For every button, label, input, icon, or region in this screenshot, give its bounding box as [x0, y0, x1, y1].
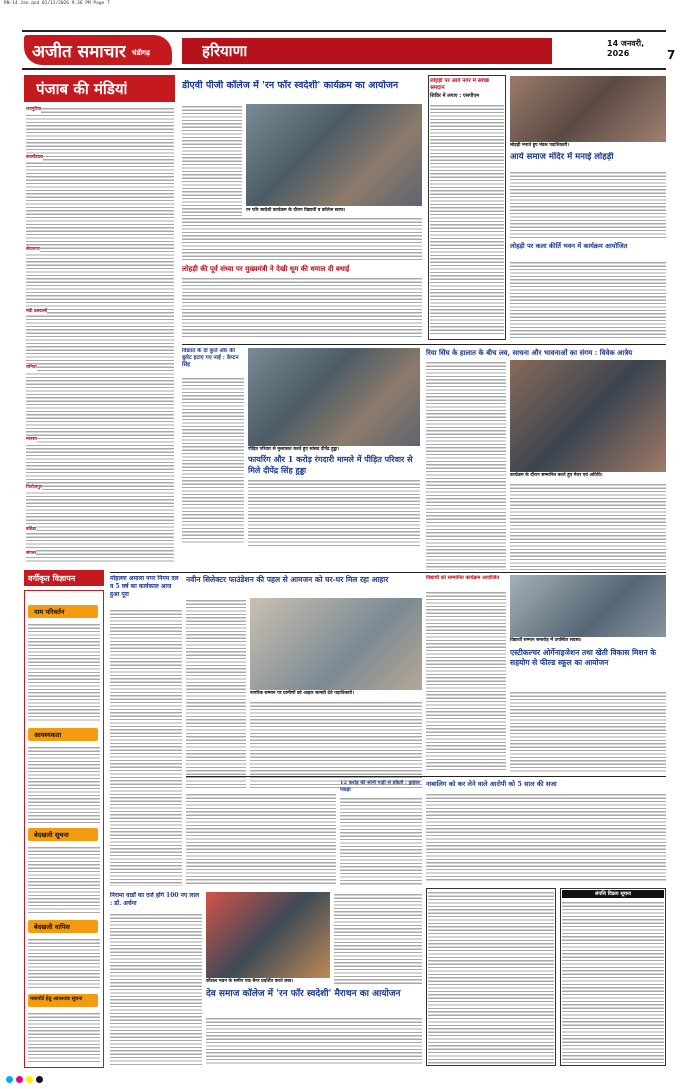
headline: विद्यार्थी को सम्मानित कार्यक्रम आयोजित — [426, 575, 500, 581]
mandi-sub: बठिंडा — [26, 527, 37, 532]
class-label: आवश्यकता — [34, 731, 62, 739]
section-title: हरियाणा — [202, 42, 248, 60]
mandi-sub: मानसा — [26, 437, 37, 442]
brand-city: चंडीगढ़ — [132, 49, 150, 57]
mandi-sub: रायपुरिया — [26, 107, 42, 112]
mandi-sub: रानियां — [26, 365, 37, 370]
headline: लोहड़ी की पूर्व संध्या पर मुख्यमंत्री ने देखी धूम की धमाल दी बधाई — [182, 264, 350, 273]
story-text — [510, 170, 666, 240]
ad-title: संपत्ति विक्रय सूचना — [562, 890, 664, 898]
class-label: बेदखली वापिस — [34, 923, 70, 931]
story-text — [340, 796, 422, 886]
dateline: शिविर में लगाए : एसपीएम — [430, 93, 480, 99]
story-photo — [510, 360, 666, 472]
ad-text — [562, 900, 664, 1064]
story-text — [510, 482, 666, 570]
classifieds-title: वर्गीकृत विज्ञापन — [28, 574, 76, 583]
mandi-sub: फिरोजपुर — [26, 485, 42, 490]
registration-mark — [16, 1076, 23, 1083]
divider — [186, 776, 666, 777]
photo-caption: पीड़ित परिवार से मुलाकात करते हुए सांसद दीपेंद्र हुड्डा। — [248, 446, 420, 453]
class-text — [28, 1011, 100, 1063]
story-text — [182, 276, 422, 338]
print-slug: RN-14 Jan.qxd 01/13/2026 9:36 PM Page 7 — [4, 1, 110, 6]
registration-mark — [26, 1076, 33, 1083]
headline: निरामा वार्डों का दर्ज होंगे 100 नए लाल : डॉ. अर्चना — [110, 892, 200, 907]
masthead — [22, 30, 676, 70]
class-label: बेदखली सूचना — [34, 831, 69, 839]
class-text — [28, 622, 100, 722]
photo-caption: विद्यार्थी सम्मान समारोह में उपस्थित सदस्य। — [510, 637, 666, 644]
page-date: 14 जनवरी, 2026 — [607, 39, 645, 58]
headline: रिया सिंघ के हालात के बीच लव, साधना और भावनाओं का संगम : विवेक आत्रेय — [426, 348, 633, 357]
headline: नाबालिग को कर लेने वाले आरोपी को 5 साल की सजा — [426, 780, 557, 788]
story-text — [426, 590, 506, 772]
story-photo — [510, 575, 666, 637]
story-photo — [510, 76, 666, 142]
story-text — [250, 700, 422, 788]
story-text — [426, 360, 506, 570]
page-number: 7 — [667, 48, 676, 62]
class-text — [28, 745, 100, 823]
story-text — [430, 103, 504, 335]
divider — [182, 344, 666, 345]
headline: नवीन सिलेक्टर फाउंडेशन की पहल से आमजन को घर-घर मिल रहा आहार — [186, 575, 389, 584]
class-text — [28, 937, 100, 989]
story-text — [182, 376, 244, 544]
story-text — [182, 104, 242, 216]
headline: आर्य समाज मंदिर में मनाई लोहड़ी — [510, 152, 614, 162]
story-photo — [206, 892, 330, 978]
story-text — [206, 1016, 422, 1066]
registration-mark — [6, 1076, 13, 1083]
registration-mark — [36, 1076, 43, 1083]
brand-name: अजीत समाचार — [32, 42, 126, 62]
mandi-title: पंजाब की मंडियां — [36, 80, 128, 98]
photo-caption: नागरिक सम्मान पर ग्रामीणों को आहार सामग्री देते पदाधिकारी। — [250, 690, 422, 697]
story-photo — [246, 104, 422, 206]
photo-caption: कौशल भवन के समीप एक बैनर प्रदर्शित करते छात्र। — [206, 978, 330, 985]
headline: एस्टीकल्चर ओर्गेनाइजेशन तथा खेती विकास मिशन के सहयोग से फील्ड स्कूल का आयोजन — [510, 648, 657, 667]
mandi-subheads — [26, 106, 174, 562]
headline: 12 करोड़ की सोनी गाड़ी से डकैती : ड्राईवर पकड़ा — [340, 780, 420, 793]
mandi-sub: संगरुर — [26, 551, 37, 556]
story-text — [510, 690, 666, 772]
story-text — [110, 912, 202, 1066]
photo-caption: कार्यक्रम के दौरान सम्मानित करते हुए मेयर एवं अतिथि। — [510, 472, 666, 479]
story-text — [110, 608, 182, 886]
story-text — [426, 792, 666, 882]
ad-text — [428, 890, 554, 1064]
headline: डीएवी पीजी कॉलेज में 'रन फॉर स्वदेशी' कार्यक्रम का आयोजन — [182, 80, 399, 91]
story-text — [186, 598, 246, 788]
headline: विक्रांत के दो कुत्ते और की बुलेट हटाए गए नाई : केप्टन सिंह — [182, 348, 239, 368]
class-label: पासपोर्ट हेतु आवश्यक सूचना — [30, 996, 83, 1002]
story-text — [248, 478, 420, 546]
headline: फायरिंग और 1 करोड़ रंगदारी मामले में पीड़ित परिवार से मिले दीपेंद्र सिंह हुड्डा — [248, 454, 413, 475]
mandi-sub: कालाँवाला — [26, 155, 44, 160]
story-text — [334, 892, 422, 984]
story-text — [186, 792, 336, 886]
photo-caption: रन फॉर स्वदेशी कार्यक्रम के दौरान विद्यार्थी व कॉलेज स्टाफ। — [246, 207, 422, 214]
story-photo — [250, 598, 422, 690]
story-photo — [248, 348, 420, 446]
headline: लोहड़ी पर आर्य नगर में स्वच्छ श्रमदान — [430, 78, 489, 91]
headline: लोहड़ी पर कला कीर्ति भवन में कार्यक्रम आयोजित — [510, 242, 628, 250]
class-label: नाम परिवर्तन — [34, 608, 65, 616]
story-text — [182, 216, 422, 262]
photo-caption: लोहड़ी मनाते हुए मंडल पदाधिकारी। — [510, 142, 666, 149]
story-text — [510, 260, 666, 340]
headline: देव समाज कॉलेज में 'रन फॉर स्वदेशी' मैराथन का आयोजन — [206, 989, 401, 999]
mandi-sub: मंडी डबवाली — [26, 309, 48, 314]
mandi-sub: सेवानगर — [26, 247, 40, 252]
class-text — [28, 845, 100, 915]
headline: मोहल्ला अमाला नगर निगम दल व 5 वर्ष का कार्यकाल आज हुआ पूरा — [110, 575, 179, 598]
divider — [110, 572, 666, 573]
